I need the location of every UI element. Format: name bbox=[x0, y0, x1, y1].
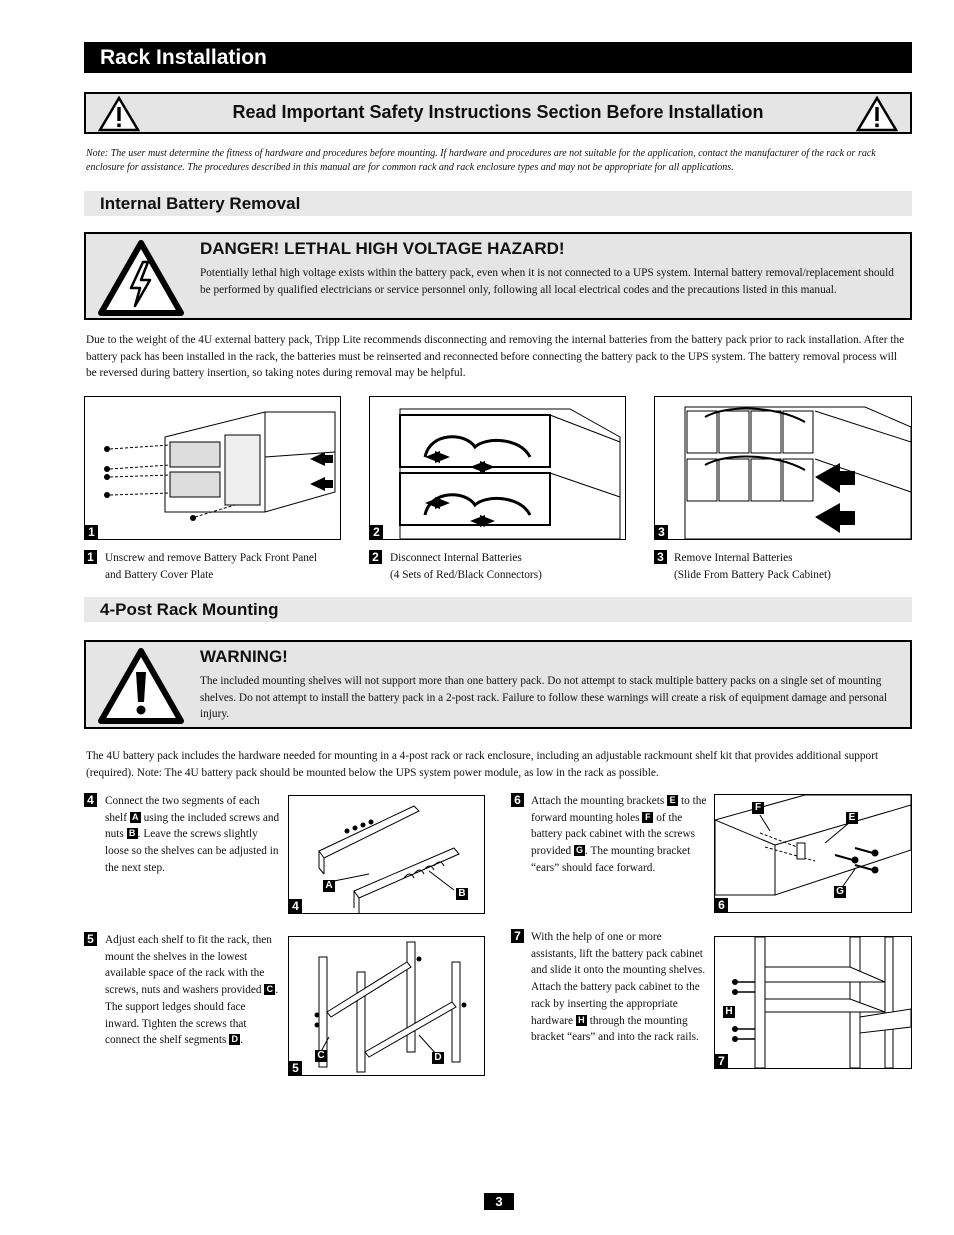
warning-text: The included mounting shelves will not support more than one battery pack. Do not attempt to stack multiple battery packs on a single set of mounting shelves. Do not attempt to install the battery pack in a 2-post rack. Failure to follow these warnings will create a risk of equipment damage and personal injury. bbox=[200, 675, 888, 721]
step-caption-line2: (Slide From Battery Pack Cabinet) bbox=[674, 568, 831, 581]
step-caption-line1: Unscrew and remove Battery Pack Front Panel bbox=[105, 552, 318, 564]
step-number: 2 bbox=[369, 550, 382, 564]
figure-5 bbox=[288, 936, 485, 1076]
battery-front-panel-illustration bbox=[85, 397, 340, 539]
step-text: . bbox=[240, 1034, 244, 1047]
figure-label-b: B bbox=[456, 888, 468, 900]
section-heading-rack-mounting: 4-Post Rack Mounting bbox=[84, 597, 912, 622]
warning-title: WARNING! bbox=[200, 647, 288, 666]
figure-number: 5 bbox=[289, 1061, 302, 1075]
battery-connectors-illustration bbox=[370, 397, 625, 539]
battery-removal-intro: Due to the weight of the 4U external battery pack, Tripp Lite recommends disconnecting and removing the internal batteries from the battery pack prior to rack installation. After the battery pack has been installed in the rack, the batteries must be reinserted and reconnected before connecting the battery pack to the UPS system. The battery removal process will be reversed during battery insertion, so taking notes during removal may be helpful. bbox=[86, 334, 905, 380]
figure-number: 1 bbox=[85, 525, 98, 539]
figure-number: 4 bbox=[289, 899, 302, 913]
page-number: 3 bbox=[484, 1193, 514, 1210]
figure-label-a: A bbox=[323, 880, 335, 892]
mounting-bracket-illustration bbox=[715, 795, 911, 912]
figure-label-e: E bbox=[846, 812, 858, 824]
label-f-tag: F bbox=[642, 812, 653, 823]
step-text: . The support ledges should face inward. Tighten the screws that connect the shelf segments bbox=[105, 984, 279, 1047]
figure-number: 3 bbox=[655, 525, 668, 539]
shelf-segments-illustration bbox=[289, 796, 484, 913]
step-text: Adjust each shelf to fit the rack, then mount the shelves in the lowest available space of the rack with the screws, nuts and washers provided bbox=[105, 934, 272, 997]
step-caption-line2: and Battery Cover Plate bbox=[105, 568, 214, 581]
figure-7 bbox=[714, 936, 912, 1069]
warning-box bbox=[84, 640, 912, 729]
figure-4 bbox=[288, 795, 485, 914]
label-b-tag: B bbox=[127, 828, 138, 839]
figure-1 bbox=[84, 396, 341, 540]
cabinet-in-rack-illustration bbox=[715, 937, 911, 1068]
step-number: 6 bbox=[511, 793, 524, 807]
warning-triangle-icon bbox=[856, 96, 898, 132]
step-number: 4 bbox=[84, 793, 97, 807]
label-g-tag: G bbox=[575, 845, 583, 856]
figure-label-h: H bbox=[723, 1006, 735, 1018]
figure-number: 2 bbox=[370, 525, 383, 539]
label-a-tag: A bbox=[130, 812, 141, 823]
figure-6 bbox=[714, 794, 912, 913]
step-number: 5 bbox=[84, 932, 97, 946]
step-text: through the mounting bracket “ears” and into the rack rails. bbox=[531, 1014, 699, 1044]
step-text: using the included screws and nuts bbox=[105, 811, 280, 841]
danger-text: Potentially lethal high voltage exists within the battery pack, even when it is not connected to a UPS system. Internal battery removal/replacement should be performed by qualified electricians or service personnel only, following all local electrical codes and the precautions listed in this manual. bbox=[200, 267, 894, 296]
step-number: 3 bbox=[654, 550, 667, 564]
step-text: With the help of one or more assistants, lift the battery pack cabinet and slide it onto the mounting shelves. Attach the battery pack cabinet to the rack by inserting the appropriate hardware bbox=[531, 931, 706, 1027]
figure-number: 6 bbox=[715, 898, 728, 912]
figure-label-f: F bbox=[752, 802, 764, 814]
rack-mounting-intro: The 4U battery pack includes the hardware needed for mounting in a 4-post rack or rack enclosure, including an adjustable rackmount shelf kit that provides additional support (required). Note: The 4U battery pack should be mounted below the UPS system power module, as low in the rack as possible. bbox=[86, 750, 879, 779]
step-text: of the battery pack cabinet with the screws provided bbox=[531, 811, 696, 858]
section-heading-battery-removal: Internal Battery Removal bbox=[84, 191, 912, 216]
figure-number: 7 bbox=[715, 1054, 728, 1068]
step-number: 1 bbox=[84, 550, 97, 564]
step-text: . The mounting bracket “ears” should face forward. bbox=[531, 845, 691, 874]
safety-banner-text: Read Important Safety Instructions Section Before Installation bbox=[232, 102, 764, 122]
warning-triangle-icon bbox=[98, 648, 184, 724]
figure-label-c: C bbox=[315, 1050, 327, 1062]
label-h-tag: H bbox=[576, 1015, 587, 1026]
step-caption-line2: (4 Sets of Red/Black Connectors) bbox=[390, 568, 542, 581]
battery-removal-illustration bbox=[655, 397, 911, 539]
label-c-tag: C bbox=[264, 984, 275, 995]
safety-banner bbox=[84, 92, 912, 134]
high-voltage-icon bbox=[98, 240, 184, 316]
step-text: . Leave the screws slightly loose so the shelves can be adjusted in the next step. bbox=[105, 828, 279, 874]
step-text: Connect the two segments of each shelf bbox=[105, 795, 260, 824]
step-caption-line1: Disconnect Internal Batteries bbox=[390, 552, 522, 564]
danger-box bbox=[84, 232, 912, 320]
step-text: Attach the mounting brackets bbox=[531, 795, 665, 807]
figure-2 bbox=[369, 396, 626, 540]
label-e-tag: E bbox=[667, 795, 678, 806]
danger-title: DANGER! LETHAL HIGH VOLTAGE HAZARD! bbox=[200, 239, 565, 258]
step-number: 7 bbox=[511, 929, 524, 943]
step-text: to the forward mounting holes bbox=[531, 795, 707, 824]
page-title: Rack Installation bbox=[84, 42, 912, 73]
mounting-note: Note: The user must determine the fitness of hardware and procedures before mounting. If hardware and procedures are not suitable for the application, contact the manufacturer of the rack or rack enclosure for assistance. The procedures described in this manual are for common rack and rack enclosure types and may not be appropriate for all applications. bbox=[86, 148, 876, 173]
figure-3 bbox=[654, 396, 912, 540]
figure-label-d: D bbox=[432, 1052, 444, 1064]
step-caption-line1: Remove Internal Batteries bbox=[674, 552, 793, 564]
figure-label-g: G bbox=[834, 886, 846, 898]
label-d-tag: D bbox=[229, 1034, 240, 1045]
